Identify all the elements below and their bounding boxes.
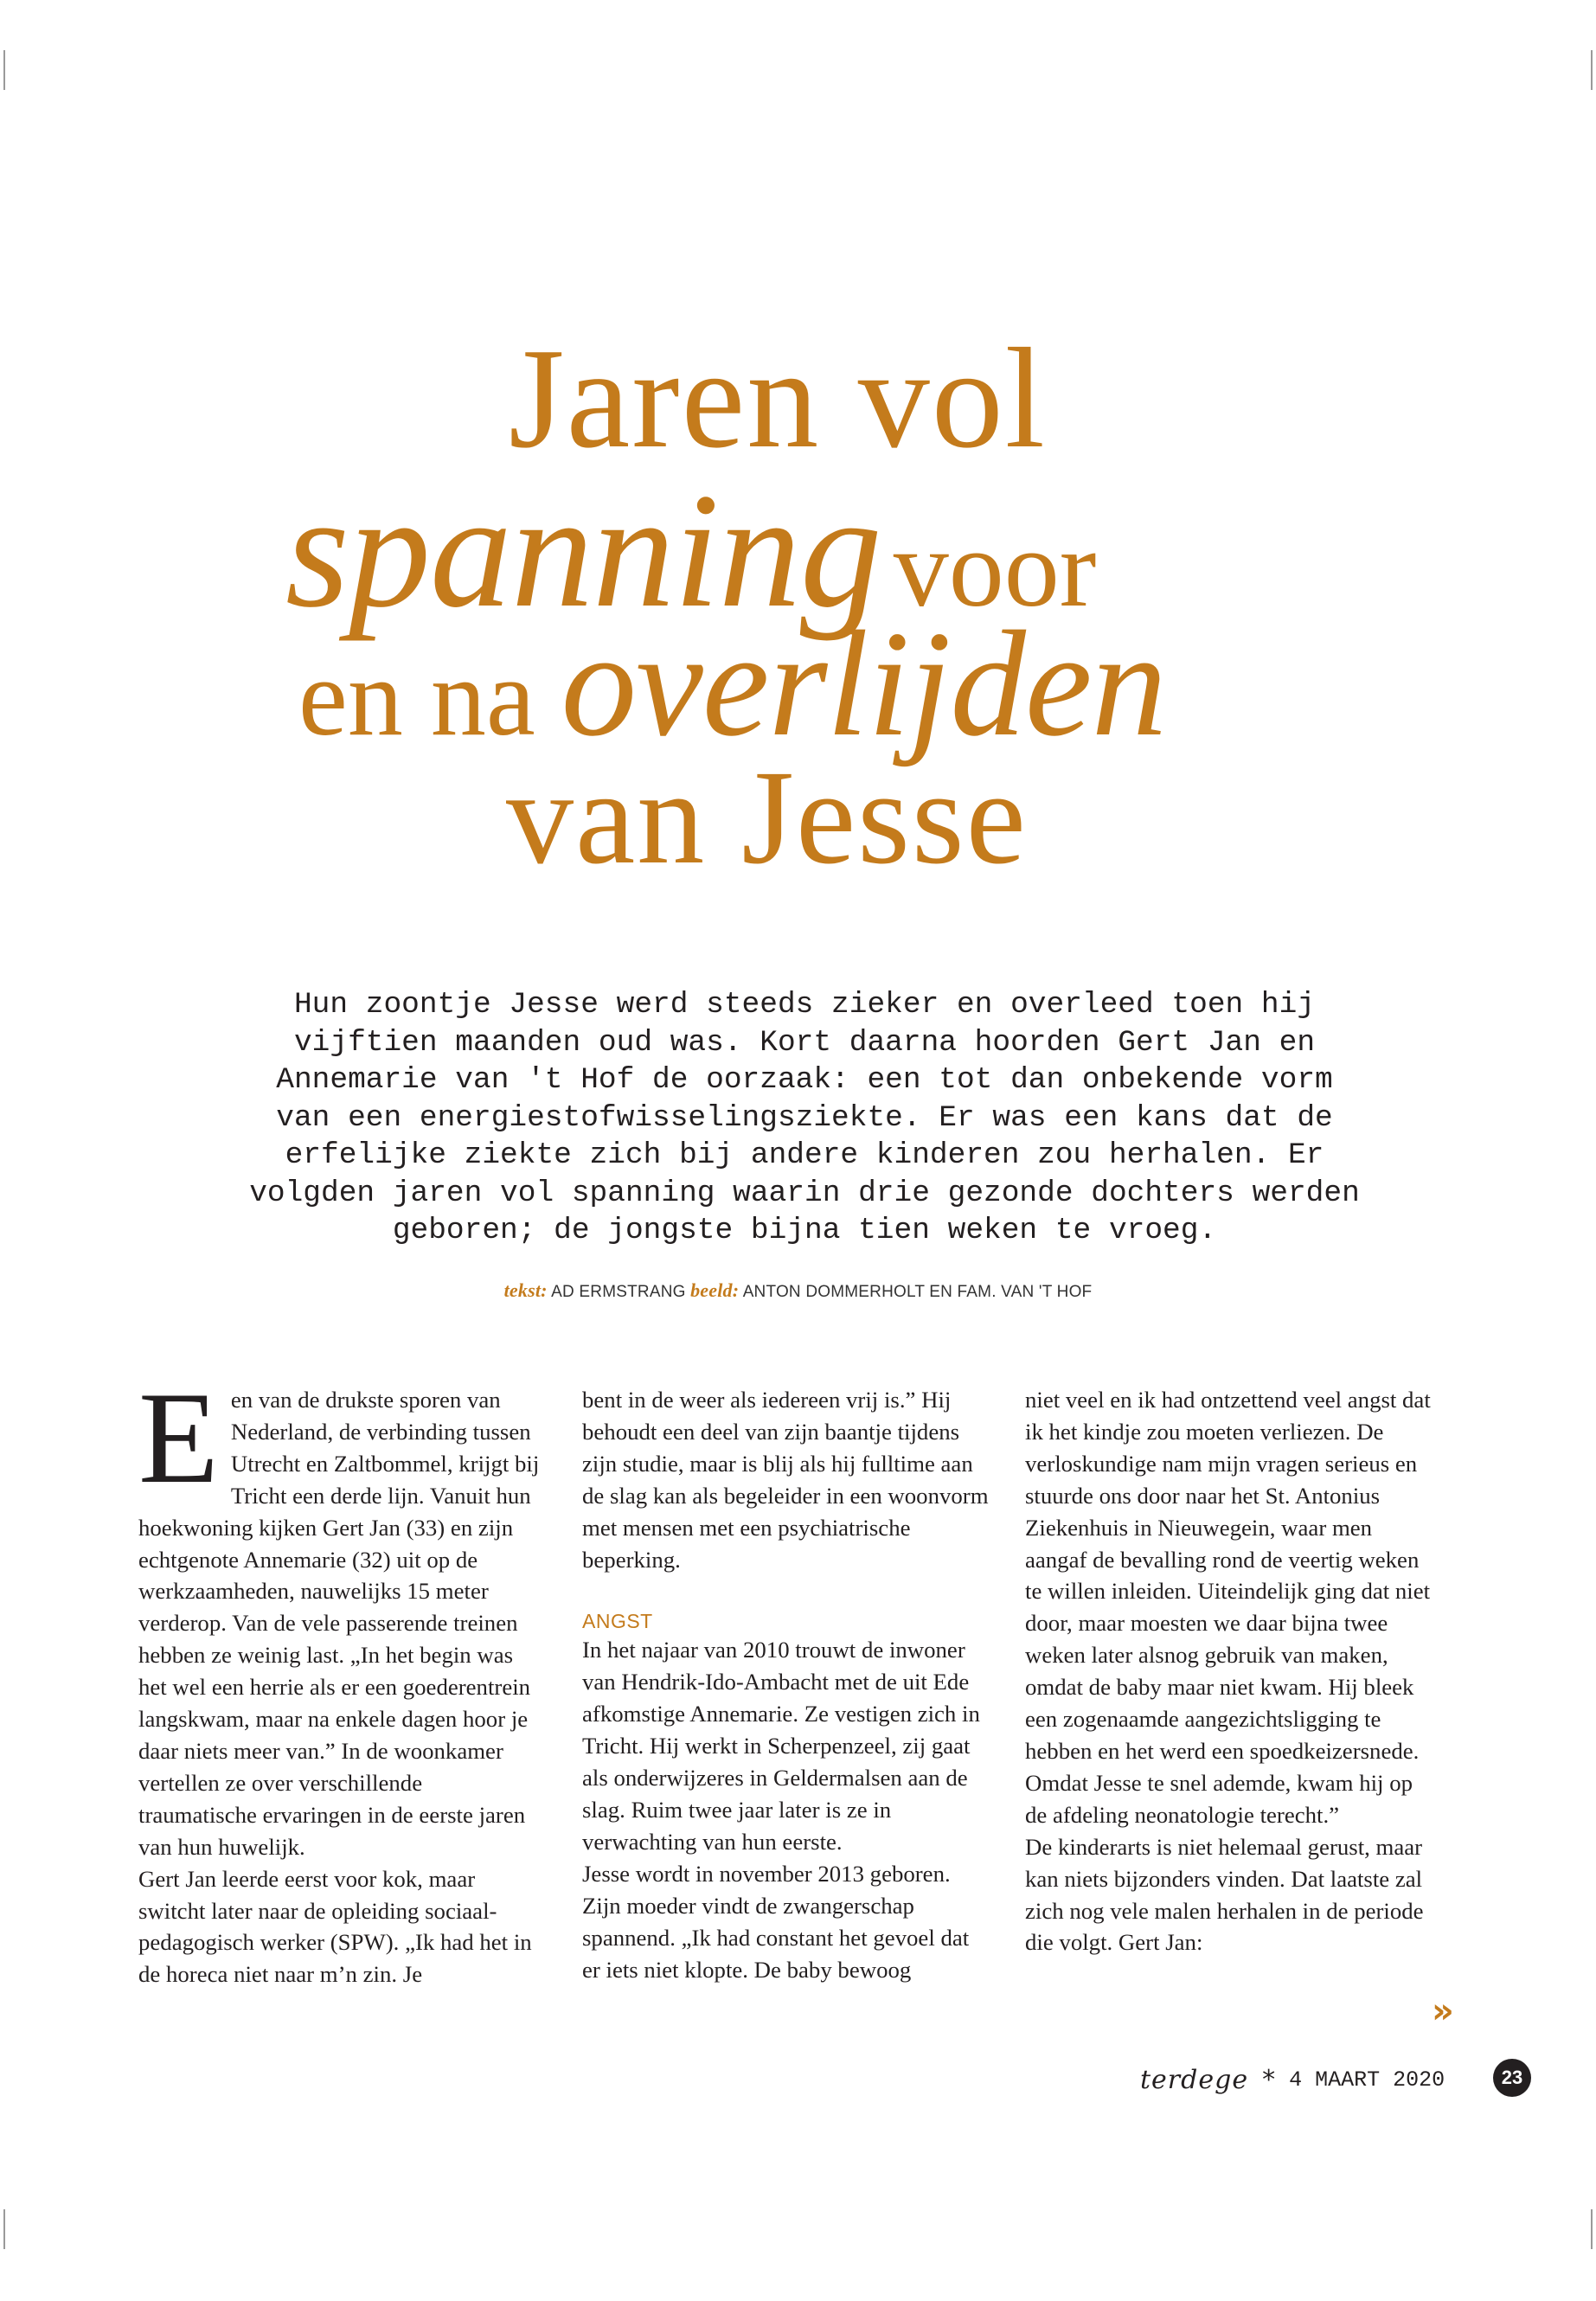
intro-line: vijftien maanden oud was. Kort daarna hoorden Gert Jan en <box>293 1025 1316 1060</box>
crop-mark-top-right <box>1591 50 1593 90</box>
intro-paragraph <box>199 986 1410 1250</box>
title-line-1: Jaren vol <box>509 318 1047 478</box>
body-paragraph: en van de drukste sporen van Nederland, de verbinding tussen Utrecht en Zaltbommel, krijgt bij Tricht een derde lijn. Vanuit hun hoekwoning kijken Gert Jan (33) en zijn echtgenote Annemarie (32) uit op de werkzaamheden, nauwelijks 15 meter verderop. Van de vele passerende treinen hebben ze weinig last. „In het begin was het wel een herrie als er een goederentrein langskwam, maar na enkele dagen hoor je daar niets meer van.” In de woonkamer vertellen ze over verschillende traumatische ervaringen in de eerste jaren van hun huwelijk. <box>138 1387 540 1860</box>
magazine-brand: terdege <box>1140 2064 1249 2095</box>
body-column-2 <box>582 1384 989 1985</box>
credits-line <box>0 1279 1596 1302</box>
body-paragraph: De kinderarts is niet helemaal gerust, maar kan niets bijzonders vinden. Dat laatste zal zich nog vele malen herhalen in de periode die volgt. Gert Jan: <box>1025 1833 1424 1956</box>
title-line-4: van Jesse <box>506 742 1028 892</box>
credit-image-label: beeld: <box>690 1279 740 1301</box>
intro-line: volgden jaren vol spanning waarin drie gezonde dochters werden <box>249 1176 1360 1210</box>
intro-line: Annemarie van 't Hof de oorzaak: een tot dan onbekende vorm <box>276 1063 1333 1097</box>
drop-cap: E <box>138 1365 219 1510</box>
body-paragraph: bent in de weer als iedereen vrij is.” Hij behoudt een deel van zijn baantje tijdens zijn studie, maar is blij als hij fulltime aan de slag kan als begeleider in een woonvorm met mensen met een psychiatrische beperking. <box>582 1387 989 1573</box>
body-column-3 <box>1025 1384 1432 1958</box>
body-column-1 <box>138 1365 545 1990</box>
body-paragraph: In het najaar van 2010 trouwt de inwoner van Hendrik-Ido-Ambacht met de uit Ede afkomstige Annemarie. Ze vestigen zich in Tricht. Hij werkt in Scherpenzeel, zij gaat als onderwijzeres in Geldermalsen aan de slag. Ruim twee jaar later is ze in verwachting van hun eerste. <box>582 1637 980 1855</box>
intro-line: van een energiestofwisselingsziekte. Er was een kans dat de <box>276 1100 1333 1135</box>
star-icon: * <box>1262 2064 1276 2095</box>
credit-text-label: tekst: <box>503 1279 548 1301</box>
continue-arrow-icon: » <box>1432 1991 1454 2031</box>
crop-mark-top-left <box>3 50 5 90</box>
intro-line: geboren; de jongste bijna tien weken te vroeg. <box>392 1214 1217 1247</box>
credit-text-value: AD ERMSTRANG <box>551 1283 686 1301</box>
title-voor: voor <box>893 507 1097 630</box>
title-italic-overlijden: overlijden <box>561 599 1167 767</box>
section-subhead: ANGST <box>582 1610 653 1633</box>
title-italic-spanning: spanning <box>285 460 881 642</box>
issue-date: 4 MAART 2020 <box>1289 2067 1445 2093</box>
intro-line: Hun zoontje Jesse werd steeds zieker en overleed toen hij <box>293 988 1316 1022</box>
credit-image-value: ANTON DOMMERHOLT EN FAM. VAN 'T HOF <box>742 1283 1093 1301</box>
body-paragraph: Jesse wordt in november 2013 geboren. Zijn moeder vindt de zwangerschap spannend. „Ik had constant het gevoel dat er iets niet klopte. De baby bewoog <box>582 1860 970 1983</box>
body-paragraph: Gert Jan leerde eerst voor kok, maar switcht later naar de opleiding sociaal-pedagogisch werker (SPW). „Ik had het in de horeca niet naar m’n zin. Je <box>138 1865 532 1988</box>
page-number: 23 <box>1493 2059 1531 2097</box>
page-footer <box>1140 2061 1445 2099</box>
intro-line: erfelijke ziekte zich bij andere kinderen zou herhalen. Er <box>285 1138 1324 1172</box>
body-paragraph: niet veel en ik had ontzettend veel angst dat ik het kindje zou moeten verliezen. De verloskundige nam mijn vragen serieus en stuurde ons door naar het St. Antonius Ziekenhuis in Nieuwegein, waar men aangaf de bevalling rond de veertig weken te willen inleiden. Uiteindelijk ging dat niet door, maar moesten we daar bijna twee weken later alsnog gebruik van maken, omdat de baby maar niet kwam. Hij bleek een zogenaamde aangezichtsligging te hebben en het werd een spoedkeizersnede. Omdat Jesse te snel ademde, kwam hij op de afdeling neonatologie terecht.” <box>1025 1387 1431 1828</box>
crop-mark-bottom-left <box>3 2209 5 2249</box>
crop-mark-bottom-right <box>1591 2209 1593 2249</box>
title-en-na: en na <box>298 636 535 759</box>
